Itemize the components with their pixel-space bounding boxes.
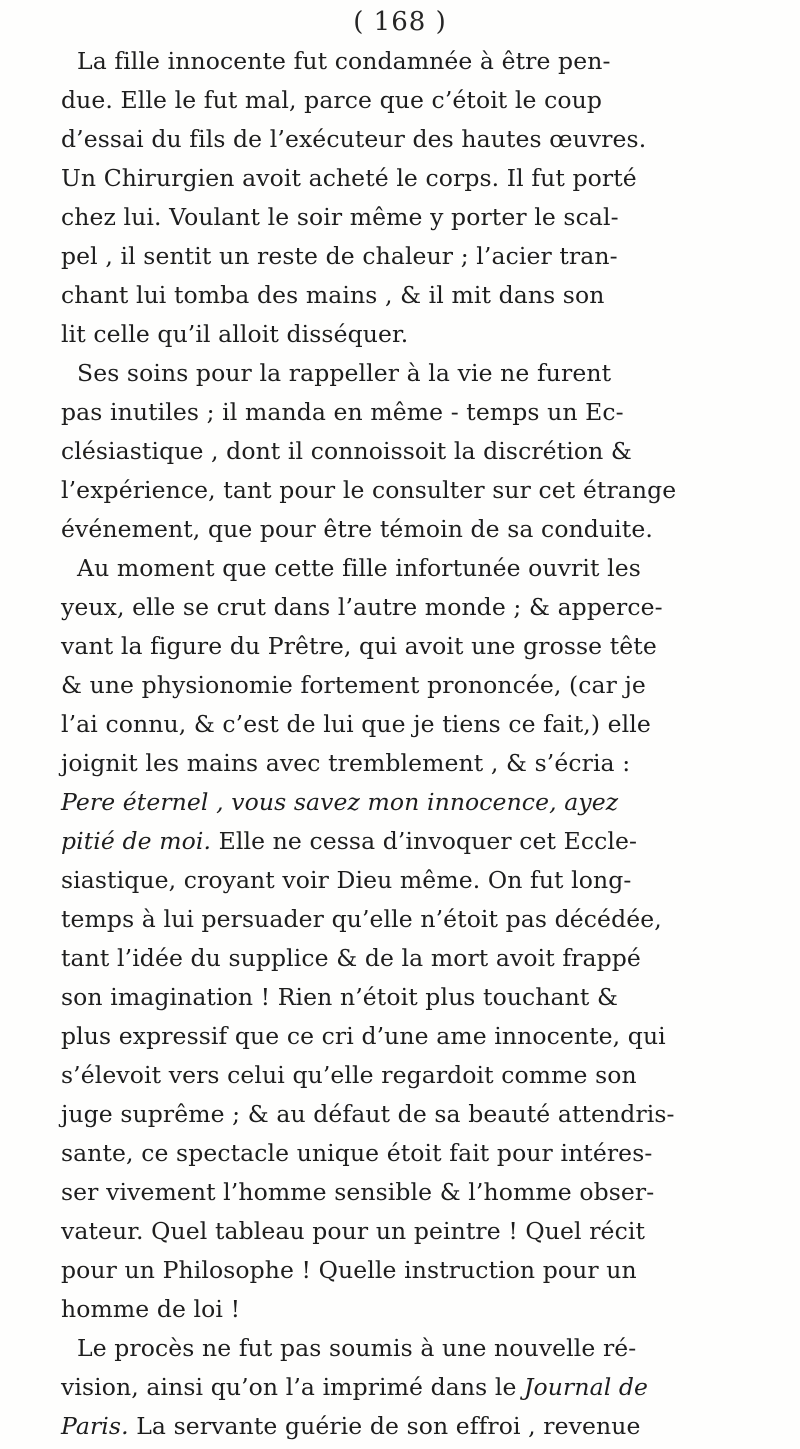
text-line [61,198,751,237]
text-line [61,354,751,393]
text-segment: & une physionomie fortement prononcée, (car je [61,671,646,699]
text-segment: temps à lui persuader qu’elle n’étoit pas décédée, [61,905,662,933]
text-segment: juge suprême ; & au défaut de sa beauté attendris- [61,1100,675,1128]
text-line [61,822,751,861]
text-line [61,705,751,744]
text-segment: siastique, croyant voir Dieu même. On fut long- [61,866,632,894]
text-segment: s’élevoit vers celui qu’elle regardoit comme son [61,1061,637,1089]
text-line [61,588,751,627]
text-line [61,237,751,276]
text-segment: Au moment que cette fille infortunée ouvrit les [77,554,641,582]
text-segment: yeux, elle se crut dans l’autre monde ; & apperce- [61,593,663,621]
text-segment: Un Chirurgien avoit acheté le corps. Il fut porté [61,164,637,192]
text-segment: Elle ne cessa d’invoquer cet Eccle- [211,827,638,855]
text-line [61,315,751,354]
text-line [61,120,751,159]
text-segment: clésiastique , dont il connoissoit la discrétion & [61,437,632,465]
text-line [61,1212,751,1251]
text-line [61,1251,751,1290]
text-segment: chant lui tomba des mains , & il mit dans son [61,281,605,309]
text-line [61,549,751,588]
text-segment: La servante guérie de son effroi , revenue [128,1412,641,1440]
text-line [61,627,751,666]
text-segment: chez lui. Voulant le soir même y porter le scal- [61,203,619,231]
text-segment: plus expressif que ce cri d’une ame innocente, qui [61,1022,666,1050]
text-segment: homme de loi ! [61,1295,241,1323]
text-segment: vateur. Quel tableau pour un peintre ! Quel récit [61,1217,645,1245]
text-line [61,861,751,900]
text-line [61,1056,751,1095]
text-line [61,276,751,315]
text-line [61,900,751,939]
text-line [61,1134,751,1173]
text-line [61,744,751,783]
text-line [61,81,751,120]
text-line [61,432,751,471]
italic-text: Pere éternel , vous savez mon innocence, ayez [61,788,619,816]
text-line [61,1290,751,1329]
text-segment: vision, ainsi qu’on l’a imprimé dans le [61,1373,525,1401]
text-segment: pas inutiles ; il manda en même - temps un Ec- [61,398,624,426]
text-line [61,1407,751,1446]
italic-text: Journal de [524,1373,649,1401]
text-segment: La fille innocente fut condamnée à être pen- [77,47,611,75]
text-line [61,1017,751,1056]
text-segment: joignit les mains avec tremblement , & s’écria : [61,749,631,777]
text-segment: d’essai du fils de l’exécuteur des hautes œuvres. [61,125,647,153]
text-line [61,1173,751,1212]
text-line [61,159,751,198]
text-segment: événement, que pour être témoin de sa conduite. [61,515,653,543]
text-line [61,978,751,1017]
text-line [61,666,751,705]
page-number: ( 168 ) [353,7,447,37]
text-line [61,510,751,549]
text-segment: lit celle qu’il alloit disséquer. [61,320,409,348]
text-line [61,42,751,81]
text-line [61,1368,751,1407]
text-segment: son imagination ! Rien n’étoit plus touchant & [61,983,619,1011]
text-line [61,471,751,510]
text-segment: l’ai connu, & c’est de lui que je tiens ce fait,) elle [61,710,651,738]
italic-text: pitié de moi. [61,827,212,855]
italic-text: Paris. [61,1412,129,1440]
text-segment: Le procès ne fut pas soumis à une nouvelle ré- [77,1334,637,1362]
body-text [61,42,751,1446]
text-segment: tant l’idée du supplice & de la mort avoit frappé [61,944,641,972]
text-segment: sante, ce spectacle unique étoit fait pour intéres- [61,1139,653,1167]
text-line [61,783,751,822]
text-segment: pel , il sentit un reste de chaleur ; l’acier tran- [61,242,618,270]
text-segment: due. Elle le fut mal, parce que c’étoit le coup [61,86,602,114]
text-line [61,393,751,432]
text-line [61,1329,751,1368]
text-segment: l’expérience, tant pour le consulter sur cet étrange [61,476,677,504]
text-line [61,939,751,978]
text-segment: Ses soins pour la rappeller à la vie ne furent [77,359,612,387]
text-segment: ser vivement l’homme sensible & l’homme obser- [61,1178,655,1206]
text-line [61,1095,751,1134]
text-segment: pour un Philosophe ! Quelle instruction pour un [61,1256,637,1284]
text-segment: vant la figure du Prêtre, qui avoit une grosse tête [61,632,657,660]
